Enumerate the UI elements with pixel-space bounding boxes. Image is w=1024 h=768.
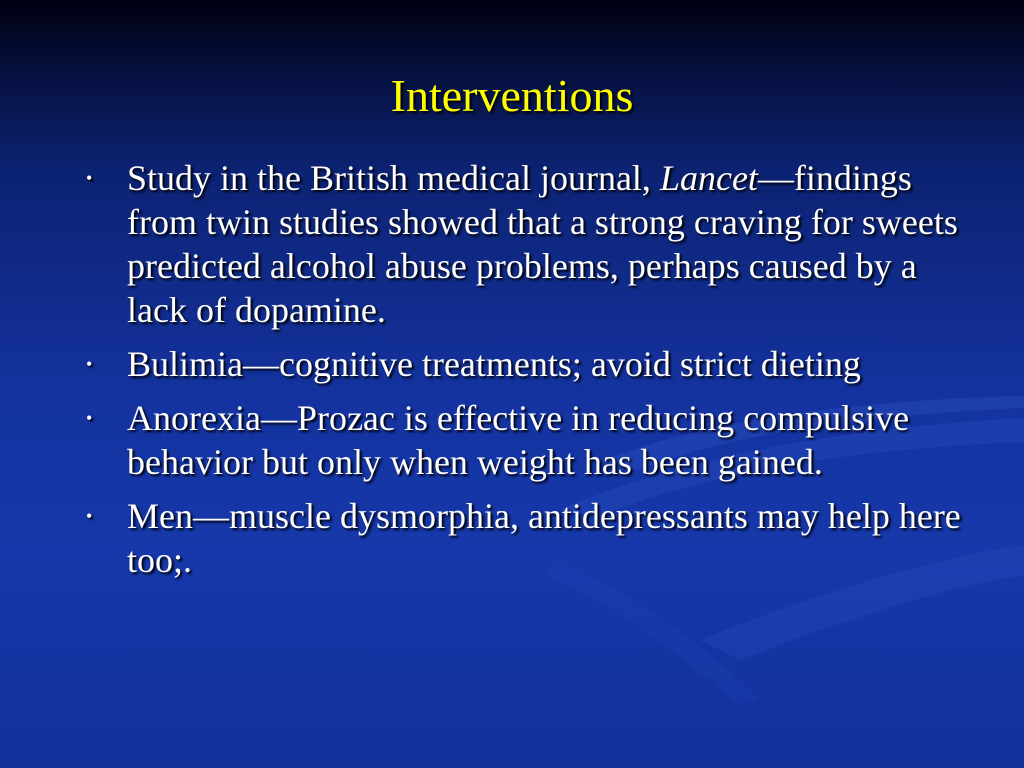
bullet-point-icon: • [86,506,93,526]
bullet-point-icon: • [86,408,93,428]
bullet-item-anorexia [84,396,964,484]
bullet-text: Men—muscle dysmorphia, antidepressants may help here too;. [127,496,961,580]
slide-title: Interventions [390,70,634,121]
bullet-item-study [84,156,964,332]
bullet-point-icon: • [86,354,93,374]
bullet-item-bulimia [84,342,964,386]
bullet-item-men [84,494,964,582]
bullet-text-segment: Study in the British medical journal, [127,158,660,198]
bullet-text: Bulimia—cognitive treatments; avoid strict dieting [127,344,861,384]
bullet-text: Anorexia—Prozac is effective in reducing compulsive behavior but only when weight has been gained. [127,398,910,482]
bullet-point-icon: • [86,168,93,188]
bullet-list [84,156,964,592]
journal-name-lancet: Lancet [659,158,758,198]
bullet-text-segment: —findings from twin studies showed that a strong craving for sweets predicted alcohol abuse problems, perhaps caused by a lack of dopamine. [127,158,958,330]
